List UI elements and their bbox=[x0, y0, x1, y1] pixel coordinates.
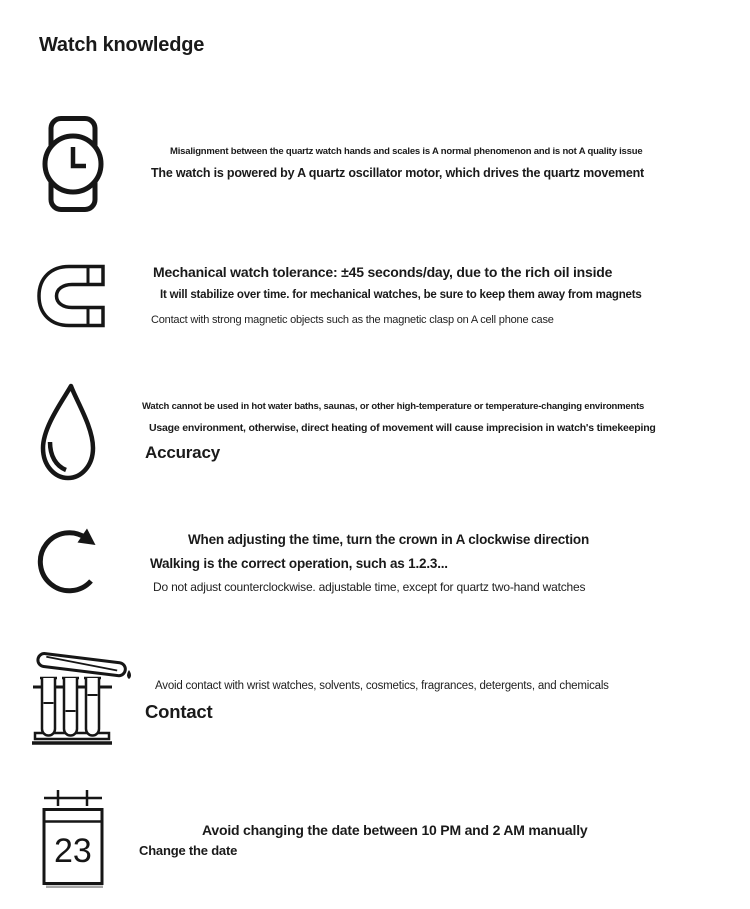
crown-note-text: Do not adjust counterclockwise. adjustable time, except for quartz two-hand watches bbox=[153, 580, 586, 594]
magnet-note-text: Contact with strong magnetic objects such as the magnetic clasp on A cell phone case bbox=[151, 314, 554, 326]
magnet-sub-text: It will stabilize over time. for mechanical watches, be sure to keep them away from magnets bbox=[160, 289, 642, 301]
accuracy-heading: Accuracy bbox=[145, 443, 220, 462]
calendar-day-number: 23 bbox=[54, 832, 92, 870]
calendar-icon bbox=[42, 788, 104, 889]
accuracy-sub-text: Usage environment, otherwise, direct heating of movement will cause imprecision in watch's timekeeping bbox=[149, 422, 656, 434]
chemical-heading: Contact bbox=[145, 701, 213, 722]
test-tubes-icon bbox=[32, 645, 138, 747]
magnet-headline-text: Mechanical watch tolerance: ±45 seconds/day, due to the rich oil inside bbox=[153, 264, 613, 280]
magnet-icon bbox=[36, 264, 106, 328]
accuracy-note-text: Watch cannot be used in hot water baths, saunas, or other high-temperature or temperature-changing environments bbox=[142, 401, 645, 412]
quartz-main-text: The watch is powered by A quartz oscillator motor, which drives the quartz movement bbox=[151, 166, 644, 180]
crown-headline-text: When adjusting the time, turn the crown in A clockwise direction bbox=[188, 532, 589, 547]
page-title: Watch knowledge bbox=[39, 34, 205, 56]
chemical-note-text: Avoid contact with wrist watches, solvents, cosmetics, fragrances, detergents, and chemicals bbox=[155, 680, 609, 692]
wristwatch-icon bbox=[42, 116, 104, 212]
water-drop-icon bbox=[38, 382, 98, 482]
quartz-note-text: Misalignment between the quartz watch hands and scales is A normal phenomenon and is not A quality issue bbox=[170, 146, 643, 157]
clockwise-arrow-icon bbox=[36, 524, 104, 594]
date-heading: Change the date bbox=[139, 843, 238, 858]
crown-sub-text: Walking is the correct operation, such as 1.2.3... bbox=[150, 556, 448, 571]
date-headline-text: Avoid changing the date between 10 PM and 2 AM manually bbox=[202, 822, 588, 838]
